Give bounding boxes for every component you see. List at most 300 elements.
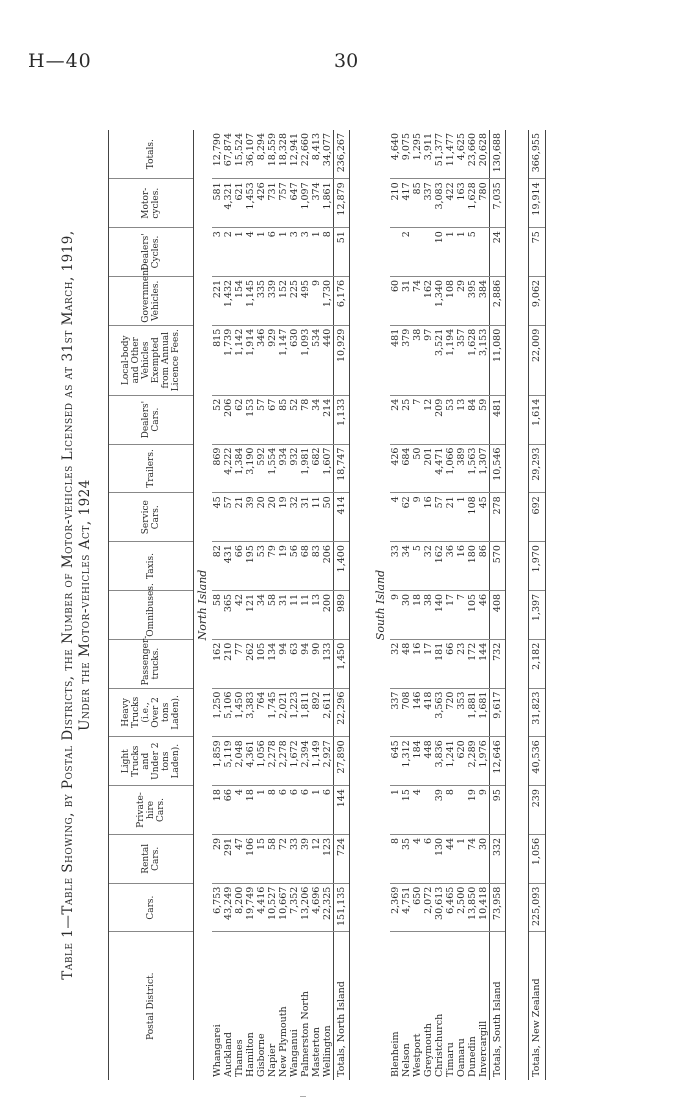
value-cell: 929: [267, 325, 278, 395]
value-cell: 495: [300, 276, 311, 325]
value-cell: 6,753: [212, 883, 223, 932]
value-cell: 1,554: [267, 444, 278, 493]
value-cell: 337: [390, 688, 401, 737]
value-cell: 418: [423, 688, 434, 737]
value-cell: 13,850: [467, 883, 478, 932]
value-cell: 10,546: [490, 444, 506, 493]
value-cell: 154: [234, 276, 245, 325]
value-cell: 291: [223, 834, 234, 883]
value-cell: 9,075: [401, 130, 412, 179]
value-cell: 210: [390, 179, 401, 228]
value-cell: 108: [445, 276, 456, 325]
column-header: Taxis.: [109, 542, 194, 591]
value-cell: 1,194: [445, 325, 456, 395]
value-cell: 1,432: [223, 276, 234, 325]
value-cell: 12,879: [334, 179, 350, 228]
table-row: [289, 130, 300, 1080]
value-cell: 6: [300, 786, 311, 835]
value-cell: 1,241: [445, 737, 456, 786]
value-cell: 9,617: [490, 688, 506, 737]
value-cell: 1,307: [478, 444, 490, 493]
value-cell: 3: [300, 228, 311, 277]
value-cell: 201: [423, 444, 434, 493]
value-cell: 1,312: [401, 737, 412, 786]
value-cell: 7: [412, 395, 423, 444]
grand-total-row: [529, 130, 546, 1080]
value-cell: 2,182: [529, 639, 546, 688]
column-header: Omnibuses.: [109, 590, 194, 639]
value-cell: 57: [256, 395, 267, 444]
value-cell: 106: [245, 834, 256, 883]
value-cell: 162: [212, 639, 223, 688]
value-cell: 56: [289, 542, 300, 591]
district-cell: Hamilton: [245, 1032, 256, 1077]
value-cell: 692: [529, 493, 546, 542]
value-cell: 4,751: [401, 883, 412, 932]
value-cell: 2,278: [278, 737, 289, 786]
value-cell: 22,325: [322, 883, 334, 932]
column-header: Service Cars.: [109, 493, 194, 542]
south-total-row: [490, 130, 506, 1080]
value-cell: 1: [256, 228, 267, 277]
value-cell: 389: [456, 444, 467, 493]
value-cell: 1,056: [256, 737, 267, 786]
value-cell: 39: [434, 786, 445, 835]
value-cell: 682: [311, 444, 322, 493]
value-cell: 1: [456, 228, 467, 277]
value-cell: 30: [478, 834, 490, 883]
value-cell: 34: [256, 590, 267, 639]
column-header: Postal District.: [109, 932, 194, 1080]
value-cell: 1,453: [245, 179, 256, 228]
value-cell: 18: [412, 590, 423, 639]
value-cell: 32: [423, 542, 434, 591]
value-cell: 8: [390, 834, 401, 883]
column-header: Private-hire Cars.: [109, 786, 194, 835]
value-cell: 9: [311, 276, 322, 325]
value-cell: 1,745: [267, 688, 278, 737]
column-header: Dealers' Cars.: [109, 395, 194, 444]
value-cell: 932: [289, 444, 300, 493]
value-cell: 4,625: [456, 130, 467, 179]
value-cell: 108: [467, 493, 478, 542]
value-cell: 77: [234, 639, 245, 688]
value-cell: 10,527: [267, 883, 278, 932]
value-cell: 78: [300, 395, 311, 444]
value-cell: 29,293: [529, 444, 546, 493]
value-cell: 82: [212, 542, 223, 591]
value-cell: 67: [267, 395, 278, 444]
value-cell: 353: [456, 688, 467, 737]
value-cell: 11: [300, 590, 311, 639]
value-cell: 181: [434, 639, 445, 688]
value-cell: 5,119: [223, 737, 234, 786]
value-cell: 214: [322, 395, 334, 444]
table-body: [194, 130, 546, 1080]
value-cell: 236,267: [334, 130, 350, 179]
value-cell: 23,660: [467, 130, 478, 179]
value-cell: 621: [234, 179, 245, 228]
value-cell: 225,093: [529, 883, 546, 932]
value-cell: 5: [467, 228, 478, 277]
table-row: [212, 130, 223, 1080]
value-cell: 17: [445, 590, 456, 639]
value-cell: 33: [390, 542, 401, 591]
value-cell: 3: [289, 228, 300, 277]
value-cell: 34: [311, 395, 322, 444]
value-cell: 1: [311, 786, 322, 835]
value-cell: 35: [401, 834, 412, 883]
value-cell: 10,418: [478, 883, 490, 932]
value-cell: 1,607: [322, 444, 334, 493]
value-cell: 45: [212, 493, 223, 542]
value-cell: 133: [322, 639, 334, 688]
value-cell: 19,749: [245, 883, 256, 932]
value-cell: 1,340: [434, 276, 445, 325]
value-cell: 1,681: [478, 688, 490, 737]
value-cell: 162: [434, 542, 445, 591]
value-cell: 7: [456, 590, 467, 639]
value-cell: 4,471: [434, 444, 445, 493]
value-cell: 31: [278, 590, 289, 639]
value-cell: 9: [390, 590, 401, 639]
value-cell: 395: [467, 276, 478, 325]
value-cell: 2,289: [467, 737, 478, 786]
value-cell: 105: [256, 639, 267, 688]
value-cell: 57: [434, 493, 445, 542]
value-cell: 650: [412, 883, 423, 932]
value-cell: 59: [478, 395, 490, 444]
table-row: [234, 130, 245, 1080]
value-cell: 27,890: [334, 737, 350, 786]
value-cell: 448: [423, 737, 434, 786]
value-cell: 73,958: [490, 883, 506, 932]
value-cell: 15,524: [234, 130, 245, 179]
value-cell: 6: [322, 786, 334, 835]
value-cell: 52: [289, 395, 300, 444]
value-cell: 1,914: [245, 325, 256, 395]
value-cell: 1,295: [412, 130, 423, 179]
value-cell: 15: [401, 786, 412, 835]
district-cell: Auckland: [223, 1032, 234, 1077]
value-cell: 408: [490, 590, 506, 639]
value-cell: 97: [423, 325, 434, 395]
table-row: [401, 130, 412, 1080]
value-cell: 1,881: [467, 688, 478, 737]
column-header: Light Trucks and Under 2 tons Laden).: [109, 737, 194, 786]
column-header: Government Vehicles.: [109, 276, 194, 325]
value-cell: [423, 228, 434, 277]
value-cell: 422: [445, 179, 456, 228]
value-cell: 153: [245, 395, 256, 444]
value-cell: 9: [412, 493, 423, 542]
spacer-row: [506, 130, 529, 1080]
value-cell: 9,062: [529, 276, 546, 325]
value-cell: 1,097: [300, 179, 311, 228]
value-cell: 20,628: [478, 130, 490, 179]
value-cell: 647: [289, 179, 300, 228]
vehicle-table: [108, 130, 546, 1080]
value-cell: 45: [478, 493, 490, 542]
value-cell: 83: [311, 542, 322, 591]
value-cell: 44: [445, 834, 456, 883]
value-cell: 2,072: [423, 883, 434, 932]
value-cell: 4,321: [223, 179, 234, 228]
value-cell: 720: [445, 688, 456, 737]
value-cell: 570: [490, 542, 506, 591]
table-row: [256, 130, 267, 1080]
value-cell: 1: [445, 228, 456, 277]
value-cell: 2,886: [490, 276, 506, 325]
value-cell: 1,093: [300, 325, 311, 395]
value-cell: 36: [445, 542, 456, 591]
value-cell: 18,328: [278, 130, 289, 179]
value-cell: 75: [529, 228, 546, 277]
value-cell: 1: [311, 228, 322, 277]
value-cell: 1,056: [529, 834, 546, 883]
district-cell: Westport: [412, 1033, 423, 1077]
value-cell: 3: [212, 228, 223, 277]
table-row: [278, 130, 289, 1080]
value-cell: 620: [456, 737, 467, 786]
value-cell: 645: [390, 737, 401, 786]
value-cell: 225: [289, 276, 300, 325]
value-cell: 732: [490, 639, 506, 688]
value-cell: 335: [256, 276, 267, 325]
value-cell: 5: [412, 542, 423, 591]
value-cell: 130,688: [490, 130, 506, 179]
value-cell: 1,628: [467, 325, 478, 395]
table-row: [423, 130, 434, 1080]
value-cell: 357: [456, 325, 467, 395]
value-cell: 140: [434, 590, 445, 639]
value-cell: 15: [256, 834, 267, 883]
value-cell: 1,981: [300, 444, 311, 493]
value-cell: 210: [223, 639, 234, 688]
value-cell: 31: [401, 276, 412, 325]
value-cell: 123: [322, 834, 334, 883]
value-cell: 1,976: [478, 737, 490, 786]
value-cell: 144: [334, 786, 350, 835]
value-cell: 33: [289, 834, 300, 883]
value-cell: 2: [223, 228, 234, 277]
value-cell: 22,009: [529, 325, 546, 395]
value-cell: 5,106: [223, 688, 234, 737]
value-cell: 17: [423, 639, 434, 688]
north-island-heading-label: North Island: [196, 569, 209, 641]
value-cell: 130: [434, 834, 445, 883]
value-cell: 6: [289, 786, 300, 835]
value-cell: 90: [311, 639, 322, 688]
value-cell: 38: [423, 590, 434, 639]
value-cell: 51: [334, 228, 350, 277]
value-cell: 29: [456, 276, 467, 325]
value-cell: [412, 228, 423, 277]
value-cell: 1: [390, 786, 401, 835]
district-cell: Totals, North Island: [334, 932, 350, 1080]
district-cell: Thames: [234, 1039, 245, 1077]
value-cell: 2: [401, 228, 412, 277]
spacer-row: [350, 130, 373, 1080]
value-cell: 8,413: [311, 130, 322, 179]
value-cell: 86: [478, 542, 490, 591]
value-cell: 19,914: [529, 179, 546, 228]
value-cell: 374: [311, 179, 322, 228]
value-cell: 30: [401, 590, 412, 639]
column-header: Dealers' Cycles.: [109, 228, 194, 277]
value-cell: 2,927: [322, 737, 334, 786]
value-cell: 3,383: [245, 688, 256, 737]
value-cell: 366,955: [529, 130, 546, 179]
value-cell: 62: [401, 493, 412, 542]
district-cell: Greymouth: [423, 1023, 434, 1077]
value-cell: 16: [412, 639, 423, 688]
value-cell: 2,500: [456, 883, 467, 932]
value-cell: 4,416: [256, 883, 267, 932]
value-cell: [423, 786, 434, 835]
district-cell: Palmerston North: [300, 991, 311, 1077]
value-cell: 11,477: [445, 130, 456, 179]
value-cell: 1,397: [529, 590, 546, 639]
value-cell: 3,836: [434, 737, 445, 786]
value-cell: 10,667: [278, 883, 289, 932]
value-cell: 1,672: [289, 737, 300, 786]
value-cell: 12: [311, 834, 322, 883]
value-cell: 22,296: [334, 688, 350, 737]
value-cell: 4,640: [390, 130, 401, 179]
value-cell: 57: [223, 493, 234, 542]
value-cell: 95: [490, 786, 506, 835]
value-cell: 10,929: [334, 325, 350, 395]
value-cell: 58: [267, 590, 278, 639]
value-cell: 68: [300, 542, 311, 591]
table-row: [311, 130, 322, 1080]
value-cell: 4: [234, 786, 245, 835]
value-cell: 62: [234, 395, 245, 444]
footer-mark: [300, 1096, 306, 1097]
value-cell: 1,739: [223, 325, 234, 395]
value-cell: 18,747: [334, 444, 350, 493]
value-cell: 121: [245, 590, 256, 639]
table-row: [322, 130, 334, 1080]
value-cell: 6: [267, 228, 278, 277]
value-cell: 24: [490, 228, 506, 277]
value-cell: 2,021: [278, 688, 289, 737]
value-cell: 1,133: [334, 395, 350, 444]
value-cell: 2,394: [300, 737, 311, 786]
value-cell: 1,147: [278, 325, 289, 395]
value-cell: 40,536: [529, 737, 546, 786]
value-cell: 2,048: [234, 737, 245, 786]
column-header: Local-body and Other Vehicles Exempted from Annual Licence Fees.: [109, 325, 194, 395]
value-cell: 1,811: [300, 688, 311, 737]
district-cell: Totals, New Zealand: [529, 932, 546, 1080]
value-cell: 1,450: [234, 688, 245, 737]
value-cell: 3,563: [434, 688, 445, 737]
value-cell: 1,149: [311, 737, 322, 786]
value-cell: 1,400: [334, 542, 350, 591]
value-cell: 13,206: [300, 883, 311, 932]
value-cell: 52: [212, 395, 223, 444]
value-cell: 365: [223, 590, 234, 639]
table-row: [390, 130, 401, 1080]
value-cell: 708: [401, 688, 412, 737]
value-cell: 184: [412, 737, 423, 786]
column-header: Rental Cars.: [109, 834, 194, 883]
value-cell: 384: [478, 276, 490, 325]
table-row: [478, 130, 490, 1080]
value-cell: 1,730: [322, 276, 334, 325]
value-cell: 339: [267, 276, 278, 325]
value-cell: 1: [234, 228, 245, 277]
value-cell: 209: [434, 395, 445, 444]
table-row: [467, 130, 478, 1080]
value-cell: 12: [423, 395, 434, 444]
table-title: [60, 130, 94, 1080]
value-cell: [456, 786, 467, 835]
value-cell: 4: [245, 228, 256, 277]
value-cell: 16: [423, 493, 434, 542]
district-cell: Oamaru: [456, 1038, 467, 1077]
value-cell: 414: [334, 493, 350, 542]
value-cell: 1,628: [467, 179, 478, 228]
value-cell: 25: [401, 395, 412, 444]
value-cell: 63: [289, 639, 300, 688]
value-cell: 151,135: [334, 883, 350, 932]
column-header: Totals.: [109, 130, 194, 179]
district-cell: Totals, South Island: [490, 932, 506, 1080]
value-cell: 1,859: [212, 737, 223, 786]
value-cell: 3,521: [434, 325, 445, 395]
district-cell: New Plymouth: [278, 1006, 289, 1077]
value-cell: 724: [334, 834, 350, 883]
value-cell: 66: [445, 639, 456, 688]
value-cell: 32: [289, 493, 300, 542]
district-cell: Wellington: [322, 1025, 333, 1077]
value-cell: 42: [234, 590, 245, 639]
table-row: [445, 130, 456, 1080]
value-cell: 481: [490, 395, 506, 444]
value-cell: 1,563: [467, 444, 478, 493]
value-cell: 29: [212, 834, 223, 883]
value-cell: 417: [401, 179, 412, 228]
value-cell: 1,145: [245, 276, 256, 325]
value-cell: 43,249: [223, 883, 234, 932]
value-cell: 19: [278, 542, 289, 591]
value-cell: 53: [256, 542, 267, 591]
value-cell: 6: [423, 834, 434, 883]
value-cell: 162: [423, 276, 434, 325]
value-cell: 592: [256, 444, 267, 493]
value-cell: 581: [212, 179, 223, 228]
value-cell: 12,790: [212, 130, 223, 179]
value-cell: 1,066: [445, 444, 456, 493]
table-row: [223, 130, 234, 1080]
district-cell: Wanganui: [289, 1029, 300, 1077]
value-cell: 8,200: [234, 883, 245, 932]
value-cell: 22,660: [300, 130, 311, 179]
value-cell: 19: [278, 493, 289, 542]
value-cell: 481: [390, 325, 401, 395]
district-cell: Whangarei: [212, 1024, 223, 1077]
value-cell: 3,083: [434, 179, 445, 228]
north-island-heading: [194, 130, 213, 1080]
value-cell: 31,823: [529, 688, 546, 737]
value-cell: 1: [456, 493, 467, 542]
value-cell: 426: [256, 179, 267, 228]
value-cell: [390, 228, 401, 277]
rotated-table-block: [60, 130, 680, 1080]
